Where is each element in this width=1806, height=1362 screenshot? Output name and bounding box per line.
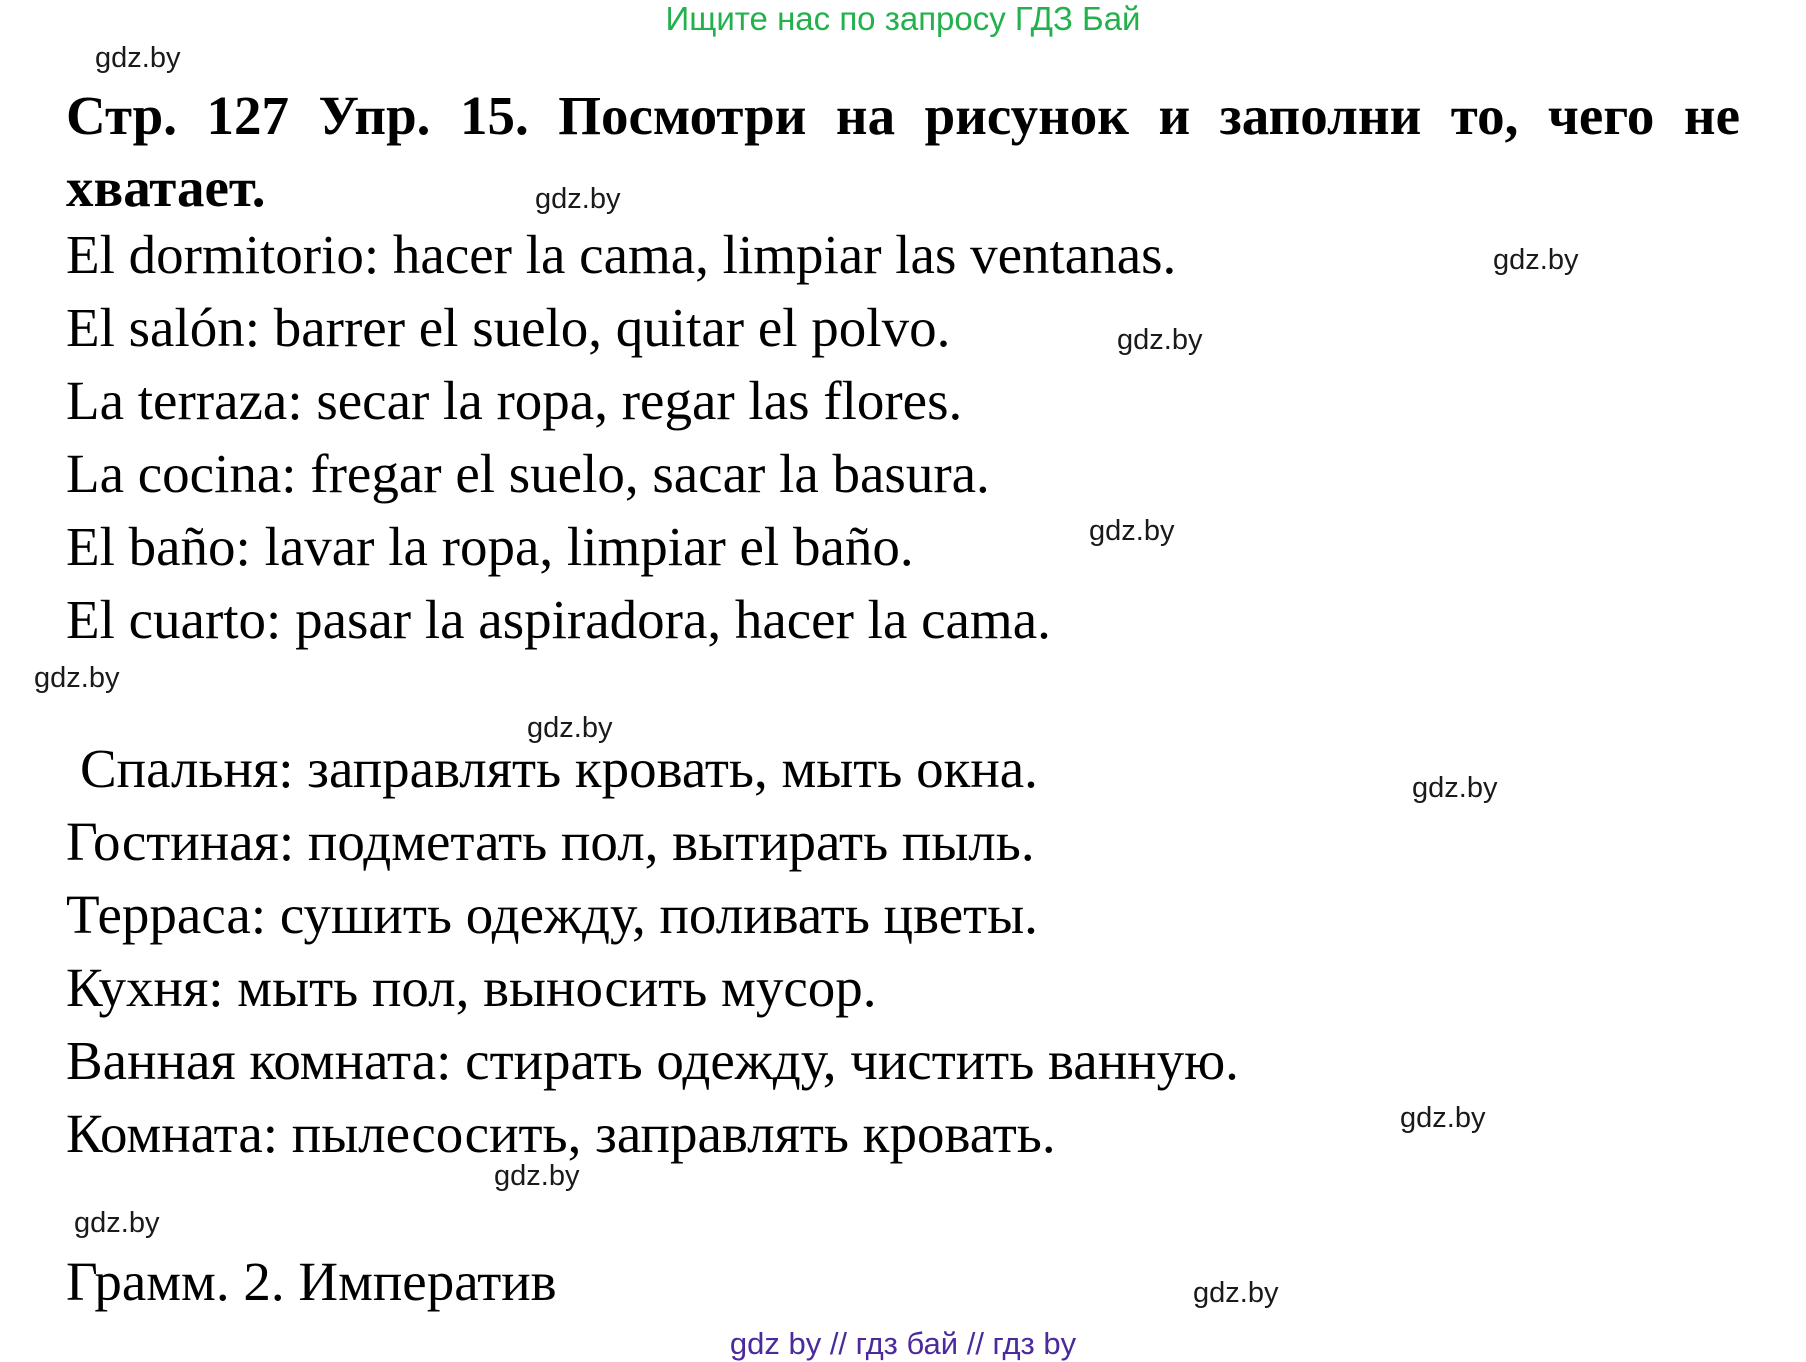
spanish-line: La terraza: secar la ropa, regar las flores. xyxy=(66,370,963,431)
exercise-heading: Стр. 127 Упр. 15. Посмотри на рисунок и заполни то, чего не хватает. xyxy=(66,85,1740,218)
spanish-line: El dormitorio: hacer la cama, limpiar las ventanas. xyxy=(66,224,1177,285)
spanish-line: El baño: lavar la ropa, limpiar el baño. xyxy=(66,516,914,577)
watermark: gdz.by xyxy=(95,42,181,74)
spanish-line: La cocina: fregar el suelo, sacar la basura. xyxy=(66,443,990,504)
watermark: gdz.by xyxy=(74,1207,160,1239)
watermark: gdz.by xyxy=(1493,244,1579,276)
russian-line: Кухня: мыть пол, выносить мусор. xyxy=(66,957,877,1018)
top-banner: Ищите нас по запросу ГДЗ Бай xyxy=(665,0,1141,37)
russian-line: Гостиная: подметать пол, вытирать пыль. xyxy=(66,811,1035,872)
watermark: gdz.by xyxy=(34,662,120,694)
watermark: gdz.by xyxy=(1117,324,1203,356)
spanish-line: El salón: barrer el suelo, quitar el polvo. xyxy=(66,297,951,358)
watermark: gdz.by xyxy=(535,183,621,215)
russian-line: Спальня: заправлять кровать, мыть окна. xyxy=(80,738,1038,799)
watermark: gdz.by xyxy=(1193,1277,1279,1309)
watermark: gdz.by xyxy=(1089,515,1175,547)
watermark: gdz.by xyxy=(527,712,613,744)
grammar-heading: Грамм. 2. Императив xyxy=(66,1251,557,1312)
spanish-line: El cuarto: pasar la aspiradora, hacer la cama. xyxy=(66,589,1051,650)
watermark: gdz.by xyxy=(1412,772,1498,804)
watermark: gdz.by xyxy=(494,1160,580,1192)
russian-line: Терраса: сушить одежду, поливать цветы. xyxy=(66,884,1038,945)
footer-text: gdz by // гдз бай // гдз by xyxy=(729,1326,1077,1361)
russian-line: Ванная комната: стирать одежду, чистить ванную. xyxy=(66,1030,1239,1091)
watermark: gdz.by xyxy=(1400,1102,1486,1134)
russian-line: Комната: пылесосить, заправлять кровать. xyxy=(66,1103,1056,1164)
